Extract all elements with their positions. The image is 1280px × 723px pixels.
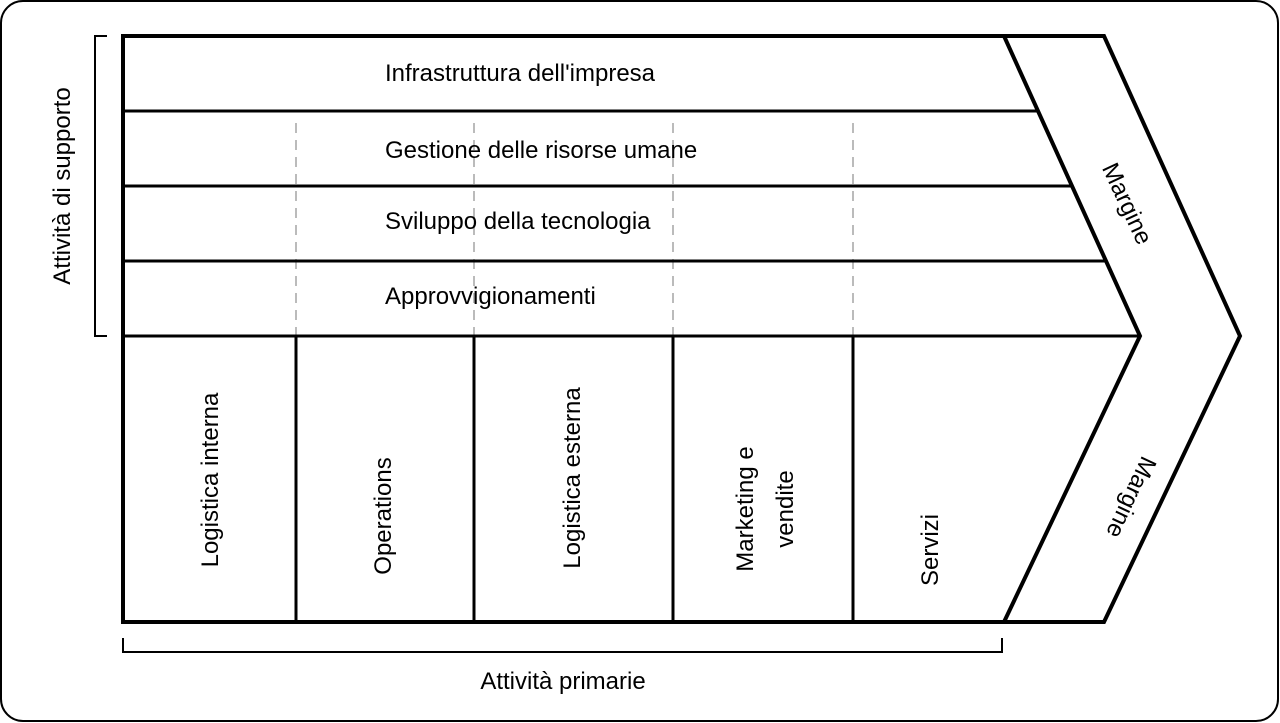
primary-bracket bbox=[123, 638, 1002, 652]
margin-label-top: Margine bbox=[1096, 158, 1158, 249]
primary-activity-outbound-logistics bbox=[559, 387, 586, 569]
margin-label-bottom: Margine bbox=[1100, 452, 1162, 543]
primary-activity-marketing-sales bbox=[732, 446, 799, 571]
primary-activity-inbound-logistics bbox=[197, 392, 224, 567]
primary-activity-line: vendite bbox=[772, 470, 799, 548]
primary-activity-line: Marketing e bbox=[732, 446, 759, 572]
primary-activities-label: Attività primarie bbox=[480, 668, 646, 695]
diagram-frame bbox=[1, 1, 1278, 721]
support-activity-technology: Sviluppo della tecnologia bbox=[385, 208, 651, 235]
support-activity-infrastructure: Infrastruttura dell'impresa bbox=[385, 60, 656, 87]
support-bracket bbox=[95, 36, 107, 336]
support-activities-label: Attività di supporto bbox=[49, 87, 76, 285]
primary-activity-line: Servizi bbox=[917, 513, 944, 587]
primary-activity-line: Operations bbox=[370, 457, 397, 575]
primary-activity-line: Logistica esterna bbox=[559, 387, 586, 569]
value-chain-outline bbox=[123, 36, 1240, 622]
primary-activity-operations bbox=[370, 457, 397, 574]
support-activity-hr: Gestione delle risorse umane bbox=[385, 137, 698, 164]
primary-activity-line: Logistica interna bbox=[197, 392, 224, 568]
primary-activity-service bbox=[917, 514, 944, 586]
support-activity-procurement: Approvvigionamenti bbox=[385, 283, 596, 310]
